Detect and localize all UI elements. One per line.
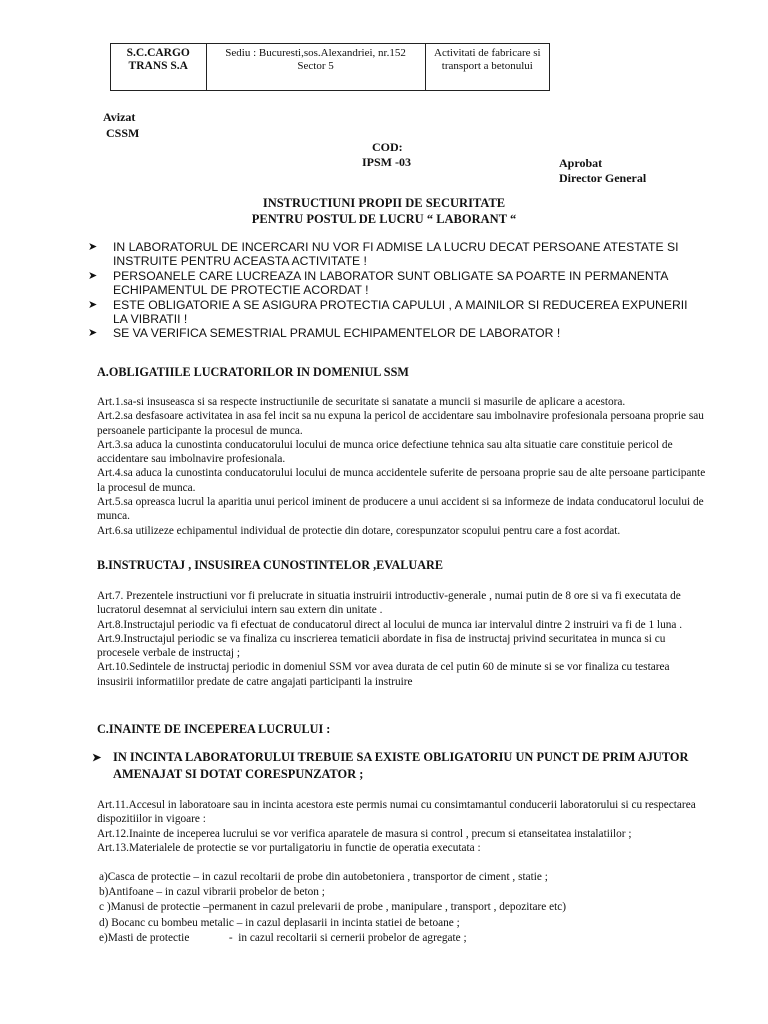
list-item: b)Antifoane – in cazul vibrarii probelor de beton ;: [99, 886, 325, 899]
article: Art.5.sa opreasca lucrul la aparitia unui pericol iminent de producere a unui accident si sa informeze de indata conducatorul locului de munca.: [97, 496, 704, 523]
article: Art.8.Instructajul periodic va fi efectuat de conducatorul direct al locului de munca iar intervalul dintre 2 instruiri va fi de 1 luna .: [97, 618, 683, 631]
cod-value: IPSM -03: [362, 155, 411, 169]
section-a-articles: [97, 395, 707, 538]
warning-bullet: ➤ ESTE OBLIGATORIE A SE ASIGURA PROTECTIA CAPULUI , A MAINILOR SI REDUCEREA EXPUNERII LA VIBRATII !: [88, 297, 688, 327]
aprobat-label: Aprobat: [559, 156, 603, 170]
arrowhead-bullet-icon: ➤: [92, 752, 102, 764]
warning-bullet: ➤ SE VA VERIFICA SEMESTRIAL PRAMUL ECHIPAMENTELOR DE LABORATOR !: [88, 326, 561, 341]
article: Art.6.sa utilizeze echipamentul individual de protectie din dotare, corespunzator scopului pentru care a fost acordat.: [97, 524, 621, 537]
article: Art.11.Accesul in laboratoare sau in incinta acestora este permis numai cu consimtamantul conducerii laboratorului si cu respectarea dispozitiilor in vigoare :: [97, 799, 696, 826]
cssm-label: CSSM: [106, 126, 140, 140]
list-item: d) Bocanc cu bombeu metalic – in cazul deplasarii in incinta statiei de betoane ;: [99, 916, 460, 929]
header-table: [110, 43, 550, 91]
document-title-line2: PENTRU POSTUL DE LUCRU “ LABORANT “: [251, 212, 517, 226]
activity-cell: Activitati de fabricare si transport a betonului: [425, 44, 549, 91]
cod-label: COD:: [372, 140, 403, 154]
warning-bullet: ➤ PERSOANELE CARE LUCREAZA IN LABORATOR SUNT OBLIGATE SA POARTE IN PERMANENTA ECHIPAMENTUL DE PROTECTIE ACORDAT !: [88, 268, 668, 298]
first-aid-bullet: ➤ IN INCINTA LABORATORULUI TREBUIE SA EXISTE OBLIGATORIU UN PUNCT DE PRIM AJUTOR AMENAJAT SI DOTAT CORESPUNZATOR ;: [92, 750, 689, 781]
director-label: Director General: [559, 171, 647, 185]
company-cell: S.C.CARGO TRANS S.A: [111, 44, 207, 91]
section-b-heading: B.INSTRUCTAJ , INSUSIREA CUNOSTINTELOR ,EVALUARE: [97, 558, 443, 572]
warning-bullet-list: [88, 240, 703, 341]
document-title-line1: INSTRUCTIUNI PROPII DE SECURITATE: [262, 196, 506, 210]
avizat-label: Avizat: [103, 110, 136, 124]
article: Art.13.Materialele de protectie se vor purtaligatoriu in functie de operatia executata :: [97, 841, 481, 854]
article: Art.9.Instructajul periodic se va finaliza cu inscrierea tematicii abordate in fisa de instructaj privind securitatea in munca si cu procesele verbale de instructaj ;: [97, 632, 666, 660]
article: Art.7. Prezentele instructiuni vor fi prelucrate in situatia instruirii introductiv-generale , numai putin de 8 ore si va fi executata de lucratorul desemnat al serviciului intern sau extern din unitate .: [97, 590, 681, 617]
arrowhead-bullet-icon: ➤: [88, 327, 98, 340]
section-b-articles: [97, 589, 707, 689]
address-cell: Sediu : Bucuresti,sos.Alexandriei, nr.152 Sector 5: [206, 44, 425, 91]
section-a-heading: A.OBLIGATIILE LUCRATORILOR IN DOMENIUL SSM: [97, 365, 409, 379]
article: Art.12.Inainte de inceperea lucrului se vor verifica aparatele de masura si control , precum si etanseitatea instalatiilor ;: [97, 827, 632, 840]
section-c-articles: [97, 798, 707, 855]
article: Art.3.sa aduca la cunostinta conducatorului locului de munca orice defectiune tehnica sau alta situatie care constituie pericol de accidentare sau imbolnavire profesionala.: [97, 438, 673, 466]
article: Art.2.sa desfasoare activitatea in asa fel incit sa nu expuna la pericol de accidentare sau imbolnavire profesionala persoana proprie sau persoanele participante la procesul de munca.: [97, 410, 704, 437]
protection-items-list: [99, 870, 699, 946]
article: Art.1.sa-si insuseasca si sa respecte instructiunile de securitate si sanatate a muncii si masurile de aplicare a acestora.: [97, 396, 626, 408]
arrowhead-bullet-icon: ➤: [88, 298, 98, 311]
article: Art.10.Sedintele de instructaj periodic in domeniul SSM vor avea durata de cel putin 60 de minute si se vor finaliza cu testarea insusirii informatiilor predate de catre angajati participanti la instruire: [97, 661, 670, 688]
section-c-heading: C.INAINTE DE INCEPEREA LUCRULUI :: [97, 722, 331, 736]
list-item: a)Casca de protectie – in cazul recoltarii de probe din autobetoniera , transportor de ciment , statie ;: [99, 871, 548, 883]
arrowhead-bullet-icon: ➤: [88, 241, 98, 253]
warning-bullet: ➤ IN LABORATORUL DE INCERCARI NU VOR FI ADMISE LA LUCRU DECAT PERSOANE ATESTATE SI INSTRUITE PENTRU ACEASTA ACTIVITATE !: [88, 240, 679, 269]
list-item: e)Masti de protectie - in cazul recoltarii si cernerii probelor de agregate ;: [99, 931, 467, 944]
list-item: c )Manusi de protectie –permanent in cazul prelevarii de probe , manipulare , transport , depozitare etc): [99, 901, 567, 914]
article: Art.4.sa aduca la cunostinta conducatorului locului de munca accidentele suferite de persoana proprie sau de alte persoane participante la procesul de munca.: [97, 467, 706, 494]
arrowhead-bullet-icon: ➤: [88, 269, 98, 282]
